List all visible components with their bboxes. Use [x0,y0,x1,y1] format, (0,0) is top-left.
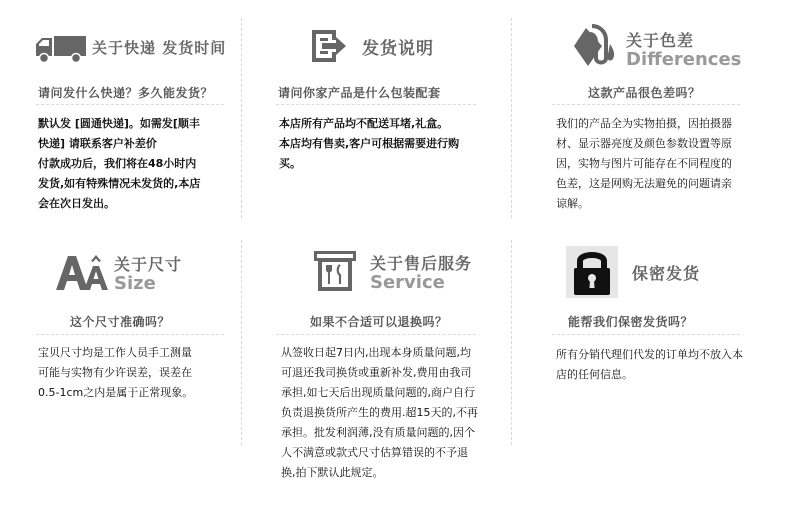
section-body [38,343,193,403]
body-line: 因，实物与图片可能存在不同程度的 [556,157,732,170]
question-divider [36,104,224,105]
section-body [281,343,478,483]
body-line: 会在次日发出。 [38,197,115,210]
body-line: 默认发 [圆通快递]。如需发[顺丰 [38,117,200,130]
section-title: 关于售后服务 [370,253,473,273]
body-line: 买。 [279,157,301,170]
body-line: 宝贝尺寸均是工作人员手工测量 [38,346,192,359]
body-line: 从签收日起7日内,出现本身质量问题,均 [281,346,471,359]
body-line: 可能与实物有少许误差，误差在 [38,366,192,379]
body-line: 发货,如有特殊情况未发货的,本店 [38,177,201,190]
question-divider [276,104,476,105]
paint-bucket-icon [566,24,618,72]
body-line: 我们的产品全为实物拍摄，因拍摄器 [556,117,732,130]
body-line: 0.5-1cm之内是属于正常现象。 [38,386,194,399]
section-body [556,114,732,214]
body-line: 付款成功后，我们将在48小时内 [38,157,197,170]
section-title: 关于色差 [626,30,695,50]
body-line: 承担,如七天后出现质量问题的,商户自行 [281,386,475,399]
body-line: 换,拍下默认此规定。 [281,466,384,479]
column-divider-3 [241,240,242,445]
body-line: 人不满意或款式尺寸估算错误的不予退 [281,446,468,459]
shop-icon [312,249,358,293]
section-title: 关于快递 发货时间 [92,38,227,57]
column-divider-2 [511,18,512,218]
section-title: 发货说明 [362,38,434,59]
body-line: 可退还我司换货或重新补发,费用由我司 [281,366,472,379]
body-line: 承担。批发利润薄,没有质量问题的,因个 [281,426,475,439]
section-title-en: Size [114,272,156,294]
section-body [556,345,743,385]
section-question: 这个尺寸准确吗？ [70,315,171,329]
body-line: 本店均有售卖,客户可根据需要进行购 [279,137,460,150]
section-question: 能帮我们保密发货吗？ [568,315,694,329]
exit-box-icon [306,26,350,66]
font-size-icon [54,252,108,292]
body-line: 色差，这是网购无法避免的问题请亲 [556,177,732,190]
section-question: 如果不合适可以退换吗？ [310,315,448,329]
section-title: 保密发货 [632,263,701,283]
question-divider [276,334,476,335]
section-question: 这款产品很色差吗？ [588,86,701,100]
body-line: 材、显示器亮度及颜色参数设置等原 [556,137,732,150]
section-body [38,114,200,214]
section-question: 请问你家产品是什么包装配套 [278,86,441,100]
body-line: 店的任何信息。 [556,368,633,381]
body-line: 快递] 请联系客户补差价 [38,137,157,150]
section-title: 关于尺寸 [114,254,183,274]
body-line: 谅解。 [556,197,589,210]
question-divider [552,104,740,105]
section-title-en: Differences [626,48,742,70]
question-divider [552,334,740,335]
padlock-icon [566,246,618,298]
column-divider-1 [241,18,242,218]
truck-icon [34,30,88,64]
body-line: 所有分销代理们代发的订单均不放入本 [556,348,743,361]
question-divider [36,334,224,335]
column-divider-4 [511,240,512,445]
body-line: 负责退换货所产生的费用.超15天的,不再 [281,406,478,419]
section-title-en: Service [370,271,445,293]
section-body [279,114,459,174]
body-line: 本店所有产品均不配送耳堵,礼盒。 [279,117,449,130]
section-question: 请问发什么快递？多久能发货？ [38,86,214,100]
